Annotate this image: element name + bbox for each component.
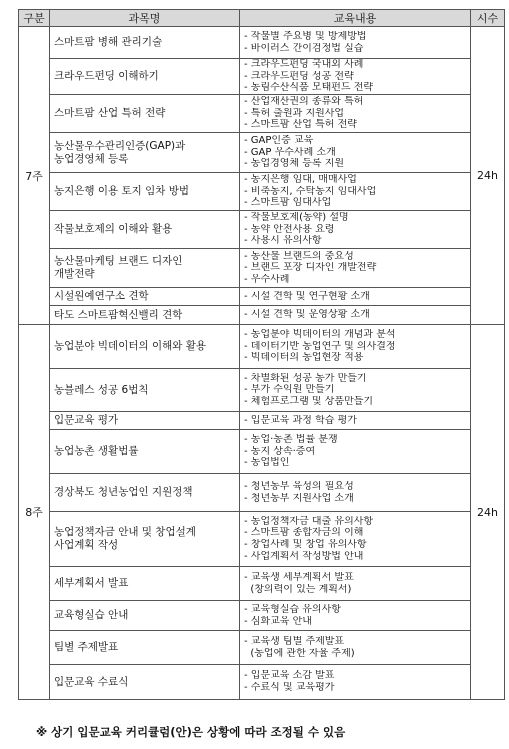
content-line: - 농업정책자금 대출 유의사항 <box>244 515 374 527</box>
table-row <box>19 430 505 474</box>
subject-line: 사업계획 작성 <box>54 539 119 551</box>
content-cell <box>240 211 471 249</box>
hours-label: 24h <box>471 27 505 325</box>
content-line: - 체험프로그램 및 상품만들기 <box>244 395 374 407</box>
content-line: - 농업분야 빅데이터의 개념과 분석 <box>244 329 396 341</box>
week-label: 8주 <box>19 325 50 700</box>
content-line: - 특허 출원과 지원사업 <box>244 107 345 119</box>
subject-line: 입문교육 평가 <box>54 414 119 426</box>
content-line: - 교육생 세부계획서 발표 <box>244 571 354 583</box>
table-row <box>19 631 505 665</box>
content-cell <box>240 306 471 325</box>
table-row <box>19 306 505 325</box>
content-line: - 크라우드펀딩 국내외 사례 <box>244 59 364 71</box>
subject-line: 스마트팜 산업 특허 전략 <box>54 107 166 119</box>
content-line: - 농업법인 <box>244 457 290 469</box>
content-cell <box>240 95 471 133</box>
content-line: - GAP 우수사례 소개 <box>244 146 336 158</box>
content-line: - 입문교육 소감 발표 <box>244 670 335 682</box>
subject-line: 농업분야 빅데이터의 이해와 활용 <box>54 340 207 352</box>
content-cell <box>240 27 471 59</box>
content-cell <box>240 249 471 288</box>
table-row <box>19 95 505 133</box>
table-row <box>19 211 505 249</box>
content-cell <box>240 567 471 601</box>
content-line: - 농지은행 임대, 매매사업 <box>244 174 357 186</box>
subject-line: 팀별 주제발표 <box>54 641 119 653</box>
table-row <box>19 567 505 601</box>
subject-cell <box>50 95 240 133</box>
curriculum-table <box>18 9 505 700</box>
subject-cell <box>50 59 240 95</box>
content-line: - 산업재산권의 종류와 특허 <box>244 96 364 108</box>
content-line: - 차별화된 성공 농가 만들기 <box>244 372 367 384</box>
content-line: - 데이터기반 농업연구 및 의사결정 <box>244 340 396 352</box>
content-line: - 스마트팜 종합자금의 이해 <box>244 527 364 539</box>
content-line: - 농업경영체 등록 지원 <box>244 158 345 170</box>
subject-line: 농업경영체 등록 <box>54 152 129 165</box>
subject-cell <box>50 325 240 369</box>
subject-cell <box>50 474 240 512</box>
content-cell <box>240 412 471 430</box>
content-line: - 교육생 팀별 주제발표 <box>244 635 345 647</box>
subject-line: 입문교육 수료식 <box>54 675 129 688</box>
table-row <box>19 288 505 306</box>
subject-cell <box>50 249 240 288</box>
content-line: - 사용시 유의사항 <box>244 235 322 247</box>
subject-line: 경상북도 청년농업인 지원정책 <box>54 486 193 498</box>
content-cell <box>240 665 471 700</box>
subject-cell <box>50 211 240 249</box>
content-cell <box>240 474 471 512</box>
content-line: - 스마트팜 임대사업 <box>244 197 332 209</box>
content-line: (창의력이 있는 계획서) <box>244 583 352 595</box>
content-line: - 수료식 및 교육평가 <box>244 682 335 693</box>
subject-cell <box>50 133 240 173</box>
subject-line: 농업농촌 생활법률 <box>54 445 139 457</box>
content-line: - 시설 견학 및 운영상황 소개 <box>244 309 370 321</box>
table-row <box>19 59 505 95</box>
subject-line: 크라우드펀딩 이해하기 <box>54 70 159 82</box>
subject-cell <box>50 665 240 700</box>
table-header-row <box>19 10 505 27</box>
table-row <box>19 665 505 700</box>
header-subject: 과목명 <box>50 10 240 27</box>
content-line: - 심화교육 안내 <box>244 615 312 627</box>
table-row <box>19 369 505 412</box>
content-line: - 작물별 주요병 및 방제방법 <box>244 30 367 42</box>
table-row <box>19 474 505 512</box>
content-line: - 작물보호제(농약) 설명 <box>244 212 349 224</box>
subject-line: 개발전략 <box>54 268 95 280</box>
content-line: - GAP인증 교육 <box>244 135 314 147</box>
subject-line: 타도 스마트팜혁신밸리 견학 <box>54 308 183 321</box>
content-line: - 농약 안전사용 요령 <box>244 223 335 235</box>
header-hours: 시수 <box>471 10 505 27</box>
subject-line: 스마트팜 병해 관리기술 <box>54 36 163 48</box>
subject-line: 농블레스 성공 6법칙 <box>54 383 149 396</box>
subject-cell <box>50 631 240 665</box>
content-cell <box>240 601 471 631</box>
table-row <box>19 325 505 369</box>
table-row <box>19 601 505 631</box>
table-row <box>19 412 505 430</box>
content-cell <box>240 133 471 173</box>
subject-line: 작물보호제의 이해와 활용 <box>54 223 173 235</box>
content-line: - 교육형실습 유의사항 <box>244 603 341 615</box>
subject-cell <box>50 430 240 474</box>
content-line: - 비축농지, 수탁농지 임대사업 <box>244 185 377 197</box>
content-cell <box>240 288 471 306</box>
subject-cell <box>50 567 240 601</box>
subject-cell <box>50 306 240 325</box>
table-row <box>19 249 505 288</box>
subject-cell <box>50 512 240 567</box>
content-cell <box>240 430 471 474</box>
subject-cell <box>50 369 240 412</box>
content-cell <box>240 173 471 211</box>
content-line: - 사업계획서 작성방법 안내 <box>244 550 364 562</box>
table-row <box>19 512 505 567</box>
subject-cell <box>50 27 240 59</box>
week-label: 7주 <box>19 27 50 325</box>
content-line: - 청년농부 지원사업 소개 <box>244 492 354 504</box>
subject-cell <box>50 288 240 306</box>
content-line: - 농림수산식품 모태펀드 전략 <box>244 82 374 94</box>
content-line: - 크라우드펀딩 성공 전략 <box>244 70 354 82</box>
table-row <box>19 173 505 211</box>
subject-cell <box>50 412 240 430</box>
hours-label: 24h <box>471 325 505 700</box>
subject-line: 농지은행 이용 토지 임차 방법 <box>54 185 190 197</box>
content-line: (농업에 관한 자율 주제) <box>244 647 355 659</box>
content-line: - 농지 상속·증여 <box>244 445 316 457</box>
content-line: - 농업·농촌 법률 분쟁 <box>244 434 338 446</box>
content-cell <box>240 512 471 567</box>
adjustment-note: ※ 상기 입문교육 커리큘럼(안)은 상황에 따라 조정될 수 있음 <box>36 725 346 739</box>
content-cell <box>240 631 471 665</box>
table-row <box>19 133 505 173</box>
content-line: - 스마트팜 산업 특허 전략 <box>244 119 357 131</box>
header-content: 교육내용 <box>240 10 471 27</box>
content-cell <box>240 325 471 369</box>
table-row <box>19 27 505 59</box>
content-line: - 입문교육 과정 학습 평가 <box>244 414 357 426</box>
subject-line: 농업정책자금 안내 및 창업설계 <box>54 526 196 538</box>
subject-cell <box>50 173 240 211</box>
content-line: - 부가 수익원 만들기 <box>244 384 335 396</box>
subject-line: 교육형실습 안내 <box>54 609 129 621</box>
content-line: - 브랜드 포장 디자인 개발전략 <box>244 262 377 274</box>
content-line: - 청년농부 육성의 필요성 <box>244 480 354 492</box>
subject-line: 농산물마케팅 브랜드 디자인 <box>54 255 183 267</box>
content-cell <box>240 59 471 95</box>
subject-line: 농산물우수관리인증(GAP)과 <box>54 139 186 152</box>
subject-line: 시설원예연구소 견학 <box>54 290 149 302</box>
content-cell <box>240 369 471 412</box>
subject-line: 세부계획서 발표 <box>54 577 129 589</box>
content-line: - 우수사례 <box>244 273 290 285</box>
subject-cell <box>50 601 240 631</box>
content-line: - 농산물 브랜드의 중요성 <box>244 250 354 262</box>
content-line: - 빅데이터의 농업현장 적용 <box>244 352 364 364</box>
content-line: - 바이러스 간이검정법 실습 <box>244 42 364 54</box>
content-line: - 시설 견학 및 연구현황 소개 <box>244 290 370 302</box>
header-week: 구분 <box>19 10 50 27</box>
content-line: - 창업사례 및 창업 유의사항 <box>244 539 367 550</box>
